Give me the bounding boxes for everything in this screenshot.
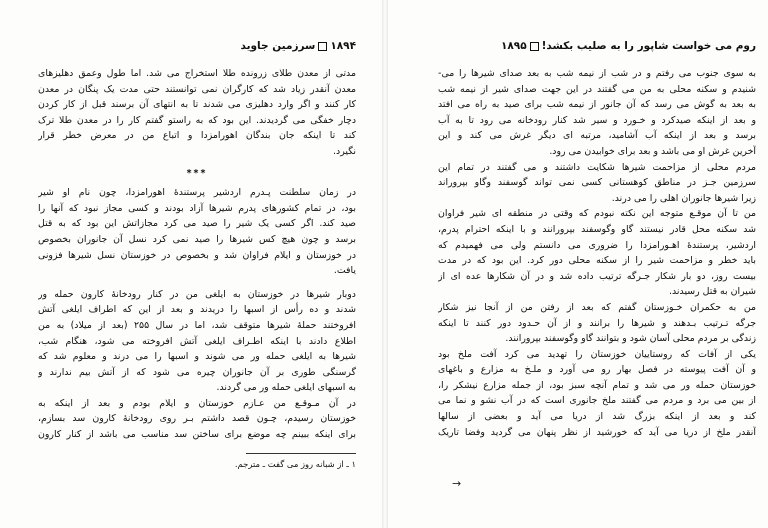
text-line: بیست روز، دو بار شکار جـرگه ترتیب داده شد و در آن شکارها عده ای از [438, 270, 756, 282]
text-line: شنیدم و سکنه محلی به من می گفتند در این جهت صدای شیر از نیمه شب [438, 83, 756, 95]
text-line: بود، در تمام کشورهای پدرم شیرها آزاد بودند و کسی مجاز نبود که آنها را [38, 202, 356, 214]
text-line: آنقدر ملخ از دریا می آید که خورشید از نظر پنهان می گردید وفضا تاریک [438, 426, 756, 438]
text-line: جرگه تـرتیب بـدهند و شیرها را برانند و از آن حـدود دور کنند تا اینکه [438, 317, 756, 329]
text-line: و آن آفت پیوسته در فصل بهار رو می آورد و ملـخ به مزارع و باغهای [438, 364, 756, 376]
running-title [501, 40, 756, 52]
text-line: به بعد به گوش می رسد که آن جانور از نیمه شب برای صید به راه می افتد [438, 99, 756, 111]
text-line: به اسبهای ایلغی حمله ور می گردند. [216, 382, 356, 394]
text-line: اطلاع دادند با اینکه اطـراف ایلغی آتش افروخته می شود، هنگام شب، [38, 335, 356, 347]
running-title-text: سرزمین جاوید [240, 40, 316, 52]
text-line: افروختند حملۀ شیرها متوقف شد، اما در سال ۲۵۵ (بعد از میلاد) به من [38, 319, 356, 331]
text-line: در زمان سلطنت پـدرم اردشیر پرستندۀ اهورامزدا، چون نام او شیر [38, 187, 356, 199]
text-line: مدتی از معدن طلای زرونده طلا استخراج می شد. اما طول وعمق دهلیزهای [38, 68, 356, 79]
footnote: ۱ ـ از شبانه روز می گفت ـ مترجم. [234, 458, 356, 469]
running-title [241, 40, 356, 52]
text-line: دوبار شیرها در خوزستان به ایلغی من در کنار رودخانۀ کارون حمله ور [38, 288, 356, 300]
text-line: در خوزستان و ایلام فراوان شد و بخصوص در خوزستان نسل شیرها فزونی [38, 249, 356, 261]
text-line: یافت. [333, 265, 356, 277]
text-line: نگیرد. [333, 145, 356, 157]
text-line: من تا آن موقـع متوجه این نکته نبودم که وقتی در منطقه ای شیر فراوان [438, 208, 756, 220]
right-body-text [438, 66, 756, 440]
text-line: کار کنند و اگر وارد دهلیزی می شدند تا به انتهای آن برسند قبل از کار کردن [38, 99, 356, 111]
square-icon [530, 42, 539, 51]
text-line: کند و بعد از اینکه بزرگ شد از دریا می آید و بعضی از سالها [438, 411, 756, 423]
text-line: و بعد از اینکه صیدکرد و خـورد و سیر شد کنار رودخانه می رود تا به آب [438, 114, 756, 126]
text-line: کند تا اینکه جان بندگان اهورامزدا و اتباع من در معرض خطر قرار [38, 130, 356, 142]
running-title-text: روم می خواست شاپور را به صلیب بکشد! [541, 40, 756, 52]
page-number: ۱۸۹۴ [330, 40, 356, 52]
page-number: ۱۸۹۵ [500, 40, 527, 52]
right-page [438, 38, 756, 440]
text-line: من به حکمران خـوزستان گفتم که بعد از رفتن من از آنجا نیز شکار [438, 301, 756, 313]
text-line: از بین می برد و مردم می گفتند ملخ جانوری است که در آب نشو و نما می [438, 395, 756, 407]
footnote-divider [246, 453, 356, 454]
section-separator: *** [186, 167, 208, 179]
text-line: زیرا شیرها جانوران اهلی را می درند. [611, 192, 756, 204]
text-line: یکی از آفات که روستاییان خوزستان را تهدید می کرد آفت ملخ بود [438, 348, 756, 360]
text-line: شدند و ده رأس از اسبها را دریدند و بعد از این که اطراف ایلغی آتش [38, 304, 356, 316]
text-line: شیران به قتل رسیدند. [669, 286, 756, 298]
text-line: برای اینکه ببینم چه موضع برای ساختن سد مناسب می باشد از کنار کارون [38, 429, 356, 441]
text-line: معدن آنقدر زیاد شد که کارگران نمی توانستند حتی مدت یک پنگان در معدن [38, 83, 356, 95]
text-line: سرزمین جـز در مناطق کوهستانی کسی نمی تواند گوسفند وگاو بپروراند [438, 177, 756, 189]
page-turn-arrow-icon: → [452, 477, 462, 490]
text-line: گرسنگی طوری بر آن جانوران چیره می شود که از آتش بیم ندارند و [38, 366, 356, 378]
text-line: اردشیر، پرستندۀ اهـورامزدا را ضروری می دانستم ولی می فهمیدم که [438, 239, 756, 251]
text-line: خوزستان حمله ور می شد و تمام آنچه سبز بود، از جمله مزارع نیشکر را، [438, 379, 756, 391]
right-page-header [438, 38, 756, 54]
text-line: برسد و چون هیچ کس شیرها را صید نمی کرد نسل آن جانوران بخصوص [38, 233, 356, 245]
book-gutter [382, 0, 388, 528]
text-line: دچار خفگی می گردیدند. این بود که به راستو گفتم کار را در معدن طلا ترک [38, 114, 356, 126]
text-line: در آن مـوقـع من عـازم خوزستان و ایلام بودم و بعد از اینکه به [38, 397, 356, 409]
square-icon [318, 42, 327, 51]
text-line: آخرین غرش او می باشد و بعد برای خوابیدن می رود. [549, 145, 756, 157]
text-line: شیرها به ایلغی حمله ور می شوند و اسبها را می درند و معلوم شد که [38, 351, 356, 363]
text-line: باید خطر و مزاحمت شیر را از سکنه محلی دور کرد. این بود که در مدت [438, 255, 756, 267]
left-body-text [38, 66, 356, 443]
text-line: به سوی جنوب می رفتم و در شب از نیمه شب به بعد صدای شیرها را می- [438, 68, 756, 79]
text-line: مردم محلی از مزاحمت شیرها شکایت داشتند و می گفتند در تمام این [438, 161, 756, 173]
text-line: صید کند. اگر کسی یک شیر را صید می کرد مجازاتش این بود که به قتل [38, 218, 356, 230]
text-line: خوزستان رسیدم، چـون قصد داشتم بـر روی رودخانۀ کارون سد بسازم، [38, 413, 356, 425]
left-page-header [38, 38, 356, 54]
text-line: شد سکنه محل قادر نیستند گاو وگوسفند بپرورانند و با اینکه احترام پدرم، [438, 223, 756, 235]
text-line: زندگی بر مردم محلی آسان شود و بتوانند گاو وگوسفند بپرورانند. [505, 333, 756, 345]
text-line: برسد و بعد از اینکه آب آشامید، مرتبه ای دیگر غرش می کند و این [438, 130, 756, 142]
left-page [38, 38, 356, 470]
